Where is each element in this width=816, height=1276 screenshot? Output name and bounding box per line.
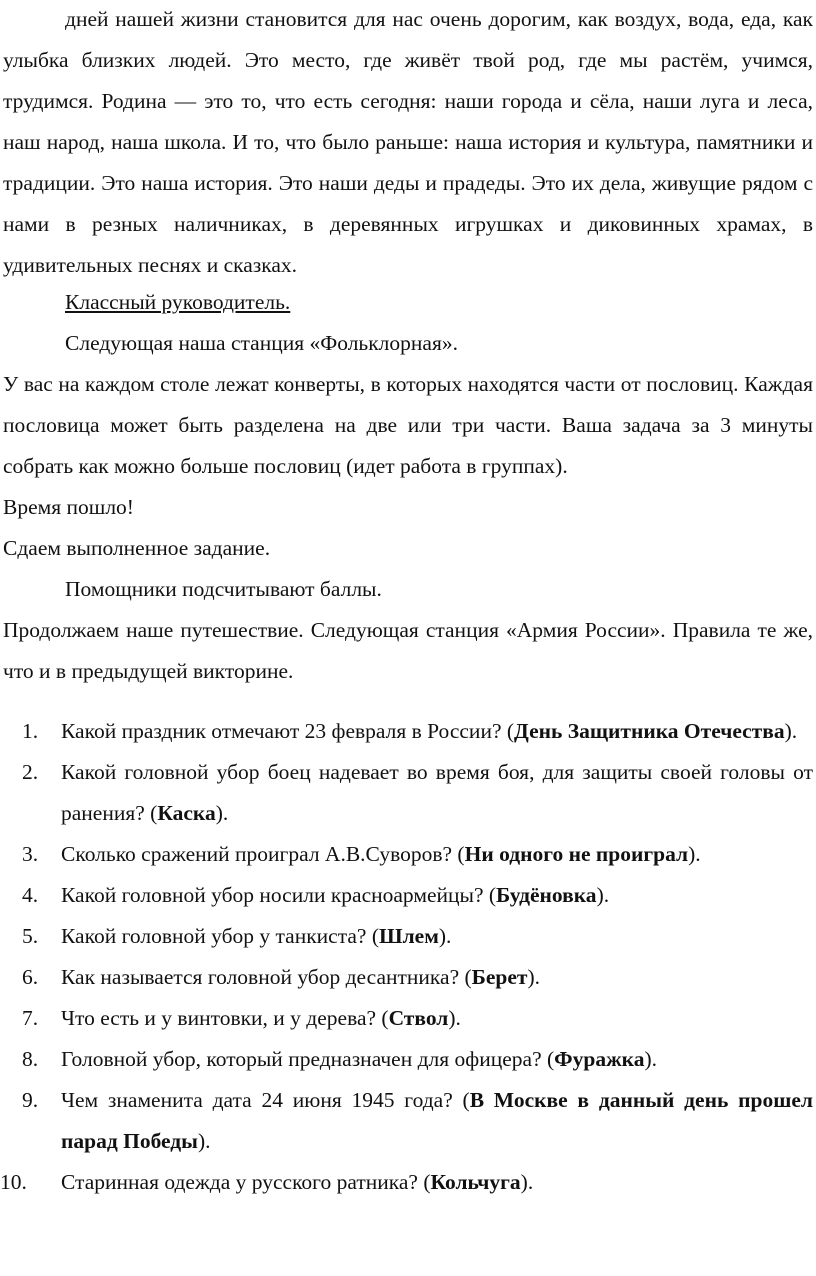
quiz-question — [0, 957, 813, 998]
question-number: 8. — [22, 1047, 39, 1071]
question-text: Какой головной убор носили красноармейцы? ( — [61, 883, 497, 907]
question-end: ). — [596, 883, 610, 907]
speaker-label: Классный руководитель. — [65, 290, 291, 314]
question-text: Какой головной убор у танкиста? ( — [61, 924, 379, 948]
station-line: Следующая наша станция «Фольклорная». — [65, 331, 458, 355]
question-end: ). — [688, 842, 701, 866]
question-text: Головной убор, который предназначен для офицера? ( — [61, 1047, 555, 1071]
question-answer: Каска — [157, 801, 216, 825]
question-end: ). — [644, 1047, 658, 1071]
question-number: 3. — [22, 842, 39, 866]
question-number: 5. — [22, 924, 39, 948]
question-number: 4. — [22, 883, 39, 907]
speaker-line — [3, 282, 813, 323]
question-answer: Берет — [471, 965, 528, 989]
quiz-question — [0, 875, 813, 916]
quiz-question — [0, 834, 813, 875]
question-end: ). — [215, 801, 229, 825]
helpers-line: Помощники подсчитывают баллы. — [65, 577, 382, 601]
question-end: ). — [448, 1006, 461, 1030]
quiz-question-list — [0, 711, 816, 1203]
question-end: ). — [527, 965, 541, 989]
quiz-question — [0, 1039, 813, 1080]
question-answer: В Москве в данный день прошел парад Победы — [61, 1088, 813, 1153]
question-answer: Кольчуга — [430, 1170, 521, 1194]
question-text: Какой головной убор боец надевает во время боя, для защиты своей головы от ранения? ( — [61, 760, 813, 825]
question-answer: День Защитника Отечества — [514, 719, 785, 743]
question-answer: Шлем — [379, 924, 439, 948]
quiz-question — [0, 752, 813, 834]
quiz-question — [0, 711, 813, 752]
continue-paragraph: Продолжаем наше путешествие. Следующая станция «Армия России». Правила те же, что и в предыдущей викторине. — [3, 618, 813, 683]
question-end: ). — [520, 1170, 534, 1194]
question-number: 7. — [22, 1006, 39, 1030]
quiz-question — [0, 1162, 813, 1203]
question-number: 2. — [22, 760, 39, 784]
question-number: 10. — [0, 1170, 27, 1194]
question-answer: Ни одного не проиграл — [464, 842, 689, 866]
question-text: Как называется головной убор десантника? ( — [61, 965, 472, 989]
question-end: ). — [197, 1129, 211, 1153]
question-answer: Будёновка — [496, 883, 597, 907]
question-end: ). — [438, 924, 452, 948]
question-text: Старинная одежда у русского ратника? ( — [61, 1170, 431, 1194]
quiz-question — [0, 916, 813, 957]
question-text: Что есть и у винтовки, и у дерева? ( — [61, 1006, 389, 1030]
question-answer: Ствол — [388, 1006, 449, 1030]
quiz-question — [0, 998, 813, 1039]
task-paragraph: У вас на каждом столе лежат конверты, в которых находятся части от пословиц. Каждая пословица может быть разделена на две или три части. Ваша задача за 3 минуты собрать как можно больше пословиц (идет работа в группах). — [3, 372, 813, 478]
question-number: 9. — [22, 1088, 39, 1112]
intro-paragraph: дней нашей жизни становится для нас очень дорогим, как воздух, вода, еда, как улыбка близких людей. Это место, где живёт твой род, где мы растём, учимся, трудимся. Родина — это то, что есть сегодня: наши города и сёла, наши луга и леса, наш народ, наша школа. И то, что было раньше: наша история и культура, памятники и традиции. Это наша история. Это наши деды и прадеды. Это их дела, живущие рядом с нами в резных наличниках, в деревянных игрушках и диковинных храмах, в удивительных песнях и сказках. — [3, 7, 813, 277]
question-number: 1. — [22, 719, 39, 743]
start-line: Время пошло! — [3, 495, 134, 519]
question-answer: Фуражка — [554, 1047, 645, 1071]
question-end: ). — [784, 719, 798, 743]
question-text: Сколько сражений проиграл А.В.Суворов? ( — [61, 842, 465, 866]
question-number: 6. — [22, 965, 39, 989]
quiz-question — [0, 1080, 813, 1162]
submit-line: Сдаем выполненное задание. — [3, 536, 271, 560]
question-text: Какой праздник отмечают 23 февраля в России? ( — [61, 719, 515, 743]
question-text: Чем знаменита дата 24 июня 1945 года? ( — [61, 1088, 470, 1112]
